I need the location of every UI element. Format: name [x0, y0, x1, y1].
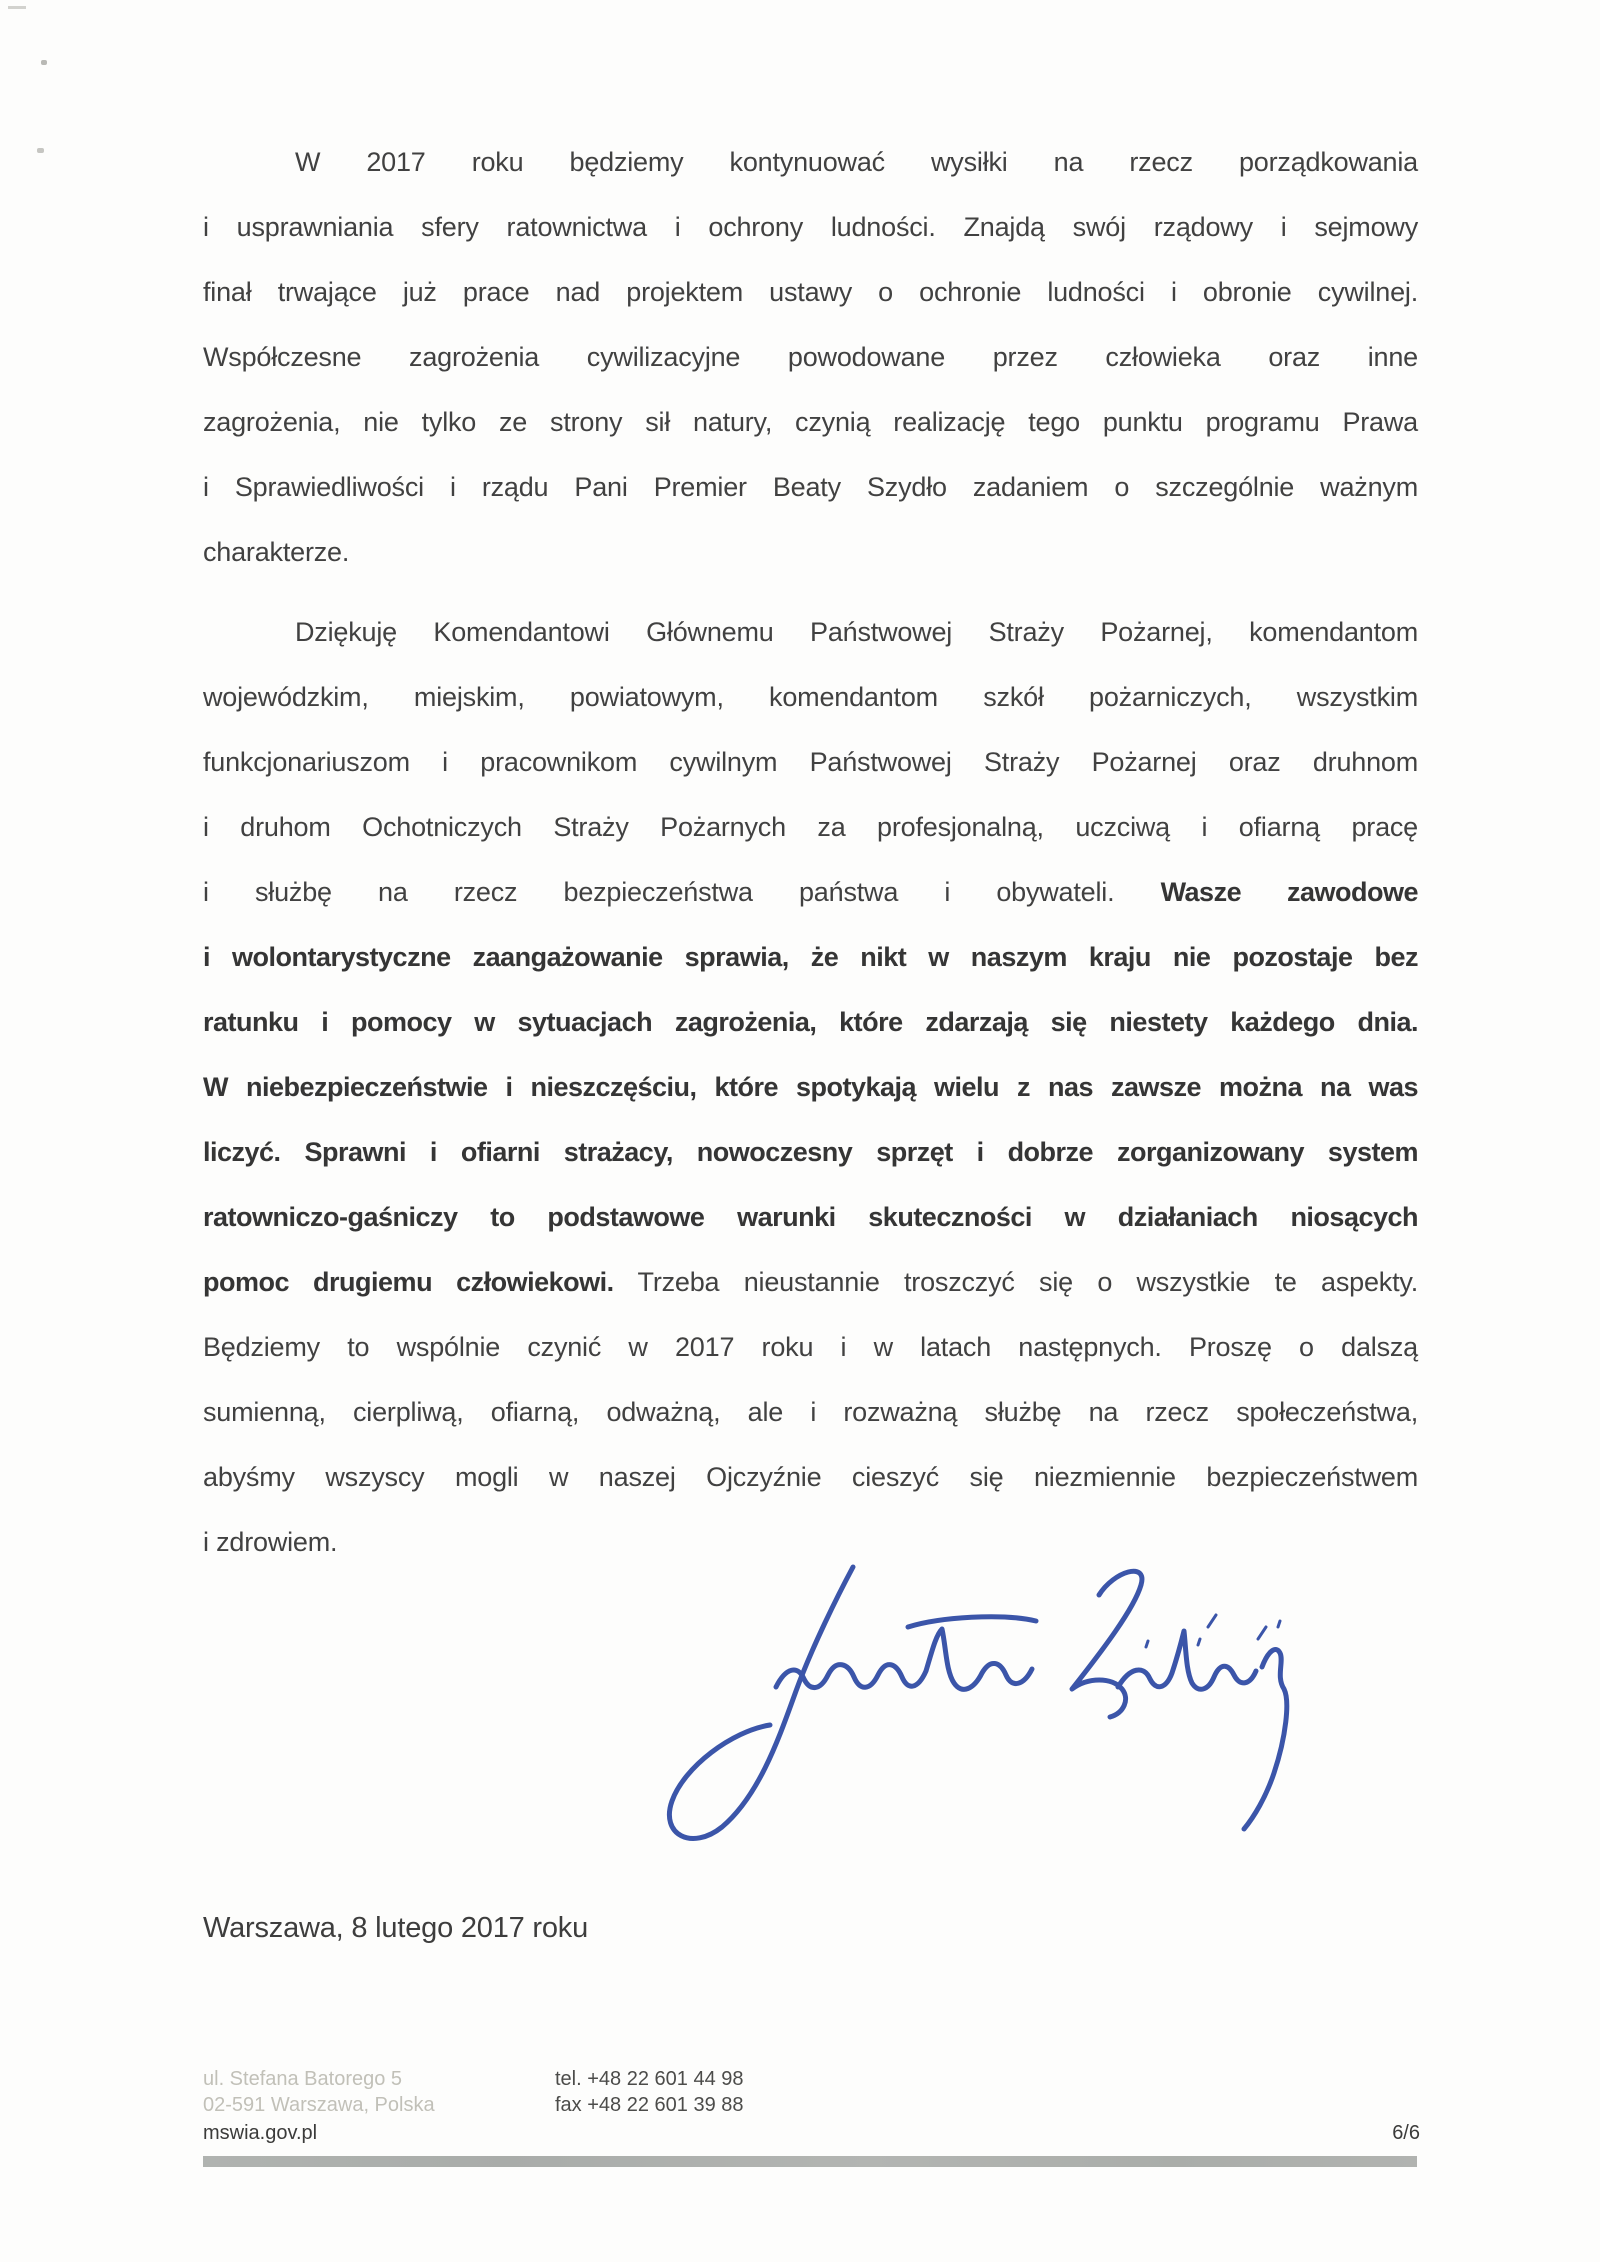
text-line: [203, 795, 1418, 860]
text-segment: Będziemy to wspólnie czynić w 2017 roku i w latach następnych. Proszę o dalszą: [203, 1332, 1418, 1362]
text-segment: i zdrowiem.: [203, 1527, 338, 1557]
text-line: [203, 860, 1418, 925]
text-segment: Współczesne zagrożenia cywilizacyjne powodowane przez człowieka oraz inne: [203, 342, 1418, 372]
bold-text-segment: Wasze zawodowe: [1160, 877, 1418, 907]
text-segment: sumienną, cierpliwą, ofiarną, odważną, ale i rozważną służbę na rzecz społeczeństwa,: [203, 1397, 1418, 1427]
text-line: [203, 455, 1418, 520]
footer-address-line2: 02-591 Warszawa, Polska: [203, 2094, 435, 2116]
footer-address-line1: ul. Stefana Batorego 5: [203, 2068, 403, 2090]
text-segment: Dziękuję Komendantowi Głównemu Państwowej Straży Pożarnej, komendantom: [295, 617, 1418, 647]
text-line: [203, 1185, 1418, 1250]
bold-text-segment: i wolontarystyczne zaangażowanie sprawia, że nikt w naszym kraju nie pozostaje bez: [203, 942, 1418, 972]
text-line: [203, 325, 1418, 390]
text-line: [203, 1445, 1418, 1510]
footer-tel-line: tel. +48 22 601 44 98: [555, 2068, 744, 2090]
footer-phone: [555, 2066, 744, 2118]
paragraph-2: [203, 600, 1418, 1575]
bold-text-segment: pomoc drugiemu człowiekowi.: [203, 1267, 614, 1297]
text-line: [203, 390, 1418, 455]
signature-block: [610, 1555, 1340, 1855]
text-line: [203, 130, 1418, 195]
footer-address: [203, 2066, 435, 2118]
bold-text-segment: ratunku i pomocy w sytuacjach zagrożenia, które zdarzają się niestety każdego dnia.: [203, 1007, 1418, 1037]
scan-artifact: [41, 60, 47, 65]
page-number: 6/6: [1392, 2122, 1420, 2144]
footer-divider-bar: [203, 2156, 1417, 2167]
text-segment: Trzeba nieustannie troszczyć się o wszystkie te aspekty.: [613, 1267, 1418, 1297]
dateline: Warszawa, 8 lutego 2017 roku: [203, 1912, 589, 1944]
text-segment: finał trwające już prace nad projektem ustawy o ochronie ludności i obronie cywilnej.: [203, 277, 1418, 307]
bold-text-segment: W niebezpieczeństwie i nieszczęściu, które spotykają wielu z nas zawsze można na was: [203, 1072, 1418, 1102]
text-line: [203, 665, 1418, 730]
text-line: [203, 1055, 1418, 1120]
text-segment: i druhom Ochotniczych Straży Pożarnych za profesjonalną, uczciwą i ofiarną pracę: [203, 812, 1418, 842]
text-segment: charakterze.: [203, 537, 350, 567]
text-segment: i służbę na rzecz bezpieczeństwa państwa i obywateli.: [203, 877, 1161, 907]
text-segment: zagrożenia, nie tylko ze strony sił natury, czynią realizację tego punktu programu Prawa: [203, 407, 1418, 437]
text-line: [203, 990, 1418, 1055]
text-line: [203, 1380, 1418, 1445]
text-line: [203, 1250, 1418, 1315]
text-line: [203, 925, 1418, 990]
text-segment: i Sprawiedliwości i rządu Pani Premier Beaty Szydło zadaniem o szczególnie ważnym: [203, 472, 1418, 502]
text-segment: i usprawniania sfery ratownictwa i ochrony ludności. Znajdą swój rządowy i sejmowy: [203, 212, 1418, 242]
signature-jaroslaw-zielinski: [610, 1555, 1340, 1855]
bold-text-segment: liczyć. Sprawni i ofiarni strażacy, nowoczesny sprzęt i dobrze zorganizowany system: [203, 1137, 1418, 1167]
text-line: [203, 520, 1418, 585]
text-segment: W 2017 roku będziemy kontynuować wysiłki na rzecz porządkowania: [295, 147, 1418, 177]
text-line: [203, 260, 1418, 325]
letter-body: [203, 130, 1418, 1590]
text-line: [203, 1120, 1418, 1185]
scan-artifact: [37, 148, 44, 153]
text-line: [203, 600, 1418, 665]
text-segment: abyśmy wszyscy mogli w naszej Ojczyźnie cieszyć się niezmiennie bezpieczeństwem: [203, 1462, 1418, 1492]
footer-website: mswia.gov.pl: [203, 2122, 318, 2144]
paragraph-1: [203, 130, 1418, 585]
scan-artifact: [8, 6, 26, 9]
text-line: [203, 1315, 1418, 1380]
footer-fax-line: fax +48 22 601 39 88: [555, 2094, 744, 2116]
bold-text-segment: ratowniczo-gaśniczy to podstawowe warunki skuteczności w działaniach niosących: [203, 1202, 1418, 1232]
text-line: [203, 195, 1418, 260]
text-segment: wojewódzkim, miejskim, powiatowym, komendantom szkół pożarniczych, wszystkim: [203, 682, 1418, 712]
text-line: [203, 730, 1418, 795]
text-segment: funkcjonariuszom i pracownikom cywilnym Państwowej Straży Pożarnej oraz druhnom: [203, 747, 1418, 777]
